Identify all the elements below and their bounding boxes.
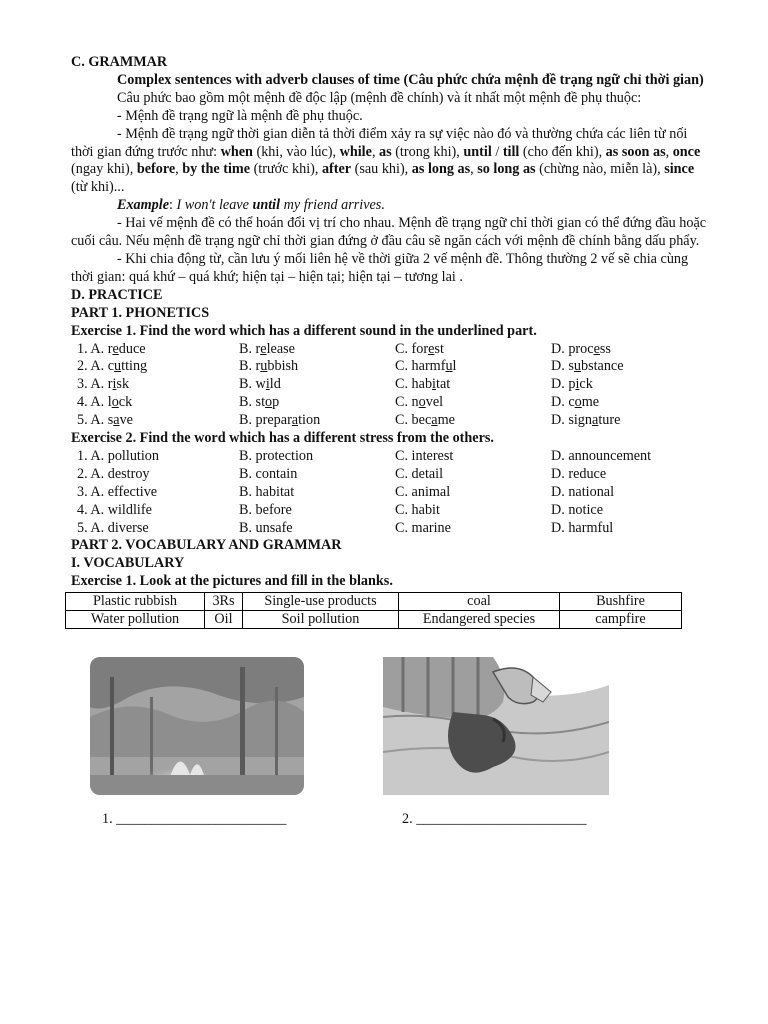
option[interactable]: B. preparation: [239, 412, 321, 429]
table-row: [66, 593, 682, 611]
example-pre: I won't leave: [176, 197, 253, 214]
conjunction: as long as: [411, 161, 471, 178]
question-row: [71, 520, 711, 538]
word-cell: Endangered species: [399, 611, 560, 629]
conjunction-gloss: (trước khi),: [250, 161, 322, 178]
option[interactable]: 5. A. diverse: [77, 519, 149, 536]
question-row: [71, 466, 711, 484]
option[interactable]: B. habitat: [239, 483, 295, 500]
conjunction-gloss: ,: [175, 161, 183, 178]
option[interactable]: C. habit: [395, 501, 440, 518]
conjunction-gloss: (từ khi)...: [71, 179, 125, 196]
answer-blank-2[interactable]: 2. ________________________: [402, 811, 587, 828]
option[interactable]: D. pick: [551, 376, 593, 393]
option[interactable]: 4. A. wildlife: [77, 501, 152, 518]
word-cell: Single-use products: [243, 593, 399, 611]
option[interactable]: 1. A. reduce: [77, 340, 146, 357]
word-bank-table: [65, 592, 682, 629]
grammar-paragraph-5: - Khi chia động từ, cần lưu ý mối liên hệ về thời giữa 2 vế mệnh đề. Thông thường 2 vế sẽ chia cùng thời gian: quá khứ – quá khứ; hiện tại – hiện tại; hiện tại – tương lai .: [71, 250, 689, 285]
conjunction-gloss: ,: [665, 143, 673, 160]
worksheet-page: [71, 54, 711, 875]
question-row: [71, 412, 711, 430]
option[interactable]: D. substance: [551, 358, 624, 375]
option[interactable]: B. before: [239, 501, 292, 518]
question-row: [71, 394, 711, 412]
option[interactable]: C. forest: [395, 340, 444, 357]
conjunction-intro: - Mệnh đề trạng ngữ thời gian diễn tả thời điểm xảy ra sự việc nào đó và thường chứa các liên từ nối thời gian đứng trước như:: [71, 125, 688, 160]
conjunction: after: [321, 161, 352, 178]
word-cell: Plastic rubbish: [66, 593, 205, 611]
word-cell: 3Rs: [205, 593, 243, 611]
example-sentence: [71, 197, 711, 215]
phonetics-exercise-1: [71, 341, 711, 431]
picture-area: [71, 629, 711, 875]
conjunction-gloss: /: [491, 143, 503, 160]
exercise1-title: Exercise 1. Find the word which has a different sound in the underlined part.: [71, 322, 537, 339]
word-cell: Oil: [205, 611, 243, 629]
option[interactable]: D. national: [551, 483, 615, 500]
question-row: [71, 448, 711, 466]
option[interactable]: 4. A. lock: [77, 394, 133, 411]
conjunction-gloss: (chừng nào, miễn là),: [535, 161, 665, 178]
question-row: [71, 358, 711, 376]
conjunction-gloss: (sau khi),: [351, 161, 412, 178]
option[interactable]: B. release: [239, 340, 295, 357]
conjunction: while: [339, 143, 372, 160]
conjunction-gloss: ,: [470, 161, 478, 178]
conjunction-gloss: (khi, vào lúc),: [252, 143, 340, 160]
option[interactable]: D. harmful: [551, 519, 614, 536]
exercise2-title: Exercise 2. Find the word which has a different stress from the others.: [71, 430, 494, 447]
conjunction: until: [463, 143, 492, 160]
option[interactable]: 2. A. destroy: [77, 465, 150, 482]
practice-heading: D. PRACTICE: [71, 286, 163, 303]
conjunction-gloss: (trong khi),: [391, 143, 464, 160]
option[interactable]: 1. A. pollution: [77, 447, 159, 464]
grammar-heading: C. GRAMMAR: [71, 54, 168, 70]
vocabulary-heading: I. VOCABULARY: [71, 555, 185, 572]
question-row: [71, 376, 711, 394]
option[interactable]: C. detail: [395, 465, 444, 482]
grammar-subtitle: Complex sentences with adverb clauses of time (Câu phức chứa mệnh đề trạng ngữ chỉ thời gian): [117, 71, 704, 88]
option[interactable]: C. became: [395, 412, 455, 429]
option[interactable]: B. contain: [239, 465, 298, 482]
option[interactable]: C. interest: [395, 447, 454, 464]
conjunction: before: [136, 161, 176, 178]
option[interactable]: 2. A. cutting: [77, 358, 148, 375]
conjunction-gloss: ,: [371, 143, 380, 160]
oil-spill-picture: [383, 657, 609, 795]
option[interactable]: C. harmful: [395, 358, 457, 375]
word-cell: Soil pollution: [243, 611, 399, 629]
vocab-exercise1-title: Exercise 1. Look at the pictures and fill in the blanks.: [71, 573, 393, 590]
conjunction-gloss: (cho đến khi),: [519, 143, 606, 160]
option[interactable]: D. signature: [551, 412, 621, 429]
option[interactable]: C. habitat: [395, 376, 451, 393]
answer-blank-1[interactable]: 1. ________________________: [102, 811, 287, 828]
part2-heading: PART 2. VOCABULARY AND GRAMMAR: [71, 537, 342, 554]
option[interactable]: C. animal: [395, 483, 451, 500]
option[interactable]: B. unsafe: [239, 519, 293, 536]
conjunction: by the time: [182, 161, 251, 178]
option[interactable]: D. announcement: [551, 447, 652, 464]
conjunction: so long as: [477, 161, 536, 178]
option[interactable]: B. stop: [239, 394, 280, 411]
option[interactable]: C. marine: [395, 519, 451, 536]
question-row: [71, 502, 711, 520]
conjunction: till: [502, 143, 520, 160]
option[interactable]: D. reduce: [551, 465, 607, 482]
option[interactable]: B. rubbish: [239, 358, 299, 375]
table-row: [66, 611, 682, 629]
word-cell: Water pollution: [66, 611, 205, 629]
example-keyword: until: [252, 197, 281, 214]
word-cell: Bushfire: [560, 593, 682, 611]
option[interactable]: D. come: [551, 394, 600, 411]
conjunction: when: [220, 143, 253, 160]
option[interactable]: 5. A. save: [77, 412, 133, 429]
part1-heading: PART 1. PHONETICS: [71, 304, 210, 321]
option[interactable]: 3. A. effective: [77, 483, 158, 500]
conjunction: since: [664, 161, 695, 178]
example-post: my friend arrives.: [280, 197, 385, 214]
option[interactable]: D. process: [551, 340, 611, 357]
option[interactable]: 3. A. risk: [77, 376, 130, 393]
example-colon: :: [169, 197, 177, 214]
conjunction: as: [379, 143, 392, 160]
option[interactable]: C. novel: [395, 394, 444, 411]
example-label: Example: [117, 197, 170, 214]
grammar-paragraph-3: [71, 126, 711, 198]
grammar-paragraph-2: - Mệnh đề trạng ngữ là mệnh đề phụ thuộc.: [117, 107, 363, 124]
grammar-paragraph-4: - Hai vế mệnh đề có thể hoán đổi vị trí cho nhau. Mệnh đề trạng ngữ chỉ thời gian có thể đứng đầu hoặc cuối câu. Nếu mệnh đề trạng ngữ chỉ thời gian đứng ở đầu câu sẽ ngăn cách với mệnh đề chính bằng dấu phẩy.: [71, 215, 707, 250]
conjunction-gloss: (ngay khi),: [71, 161, 137, 178]
option[interactable]: B. protection: [239, 447, 314, 464]
question-row: [71, 341, 711, 359]
conjunction: once: [672, 143, 701, 160]
word-cell: campfire: [560, 611, 682, 629]
word-cell: coal: [399, 593, 560, 611]
option[interactable]: B. wild: [239, 376, 281, 393]
bushfire-picture: [90, 657, 304, 795]
grammar-paragraph-1: Câu phức bao gồm một mệnh đề độc lập (mệnh đề chính) và ít nhất một mệnh đề phụ thuộc:: [117, 89, 642, 106]
option[interactable]: D. notice: [551, 501, 604, 518]
stress-exercise-2: [71, 448, 711, 538]
conjunction: as soon as: [605, 143, 666, 160]
question-row: [71, 484, 711, 502]
